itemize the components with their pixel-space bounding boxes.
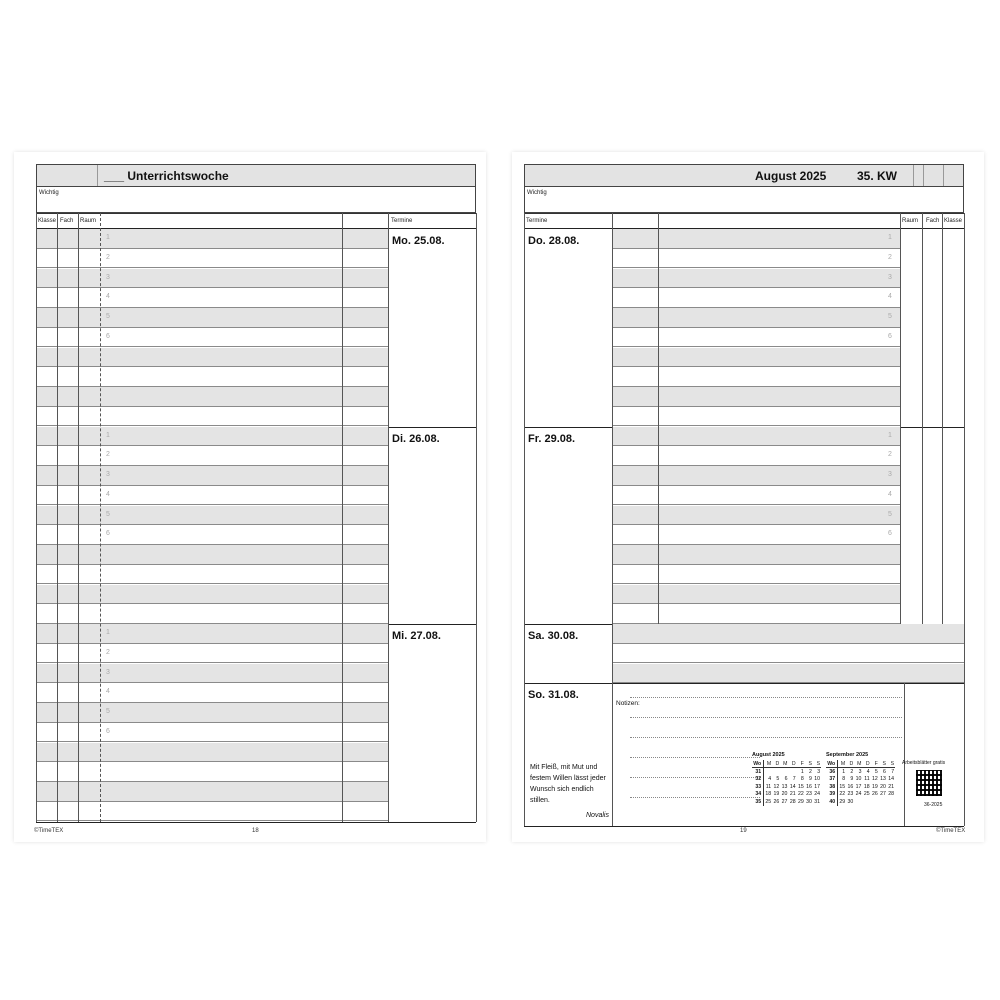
lesson-number: 4 bbox=[888, 293, 892, 301]
lesson-number: 4 bbox=[888, 490, 892, 498]
calendar-day bbox=[854, 798, 862, 806]
lesson-row[interactable] bbox=[612, 486, 900, 506]
lesson-row[interactable] bbox=[612, 229, 900, 249]
lesson-row[interactable] bbox=[612, 565, 900, 585]
calendar-day: 29 bbox=[797, 798, 804, 805]
grid-column-line bbox=[342, 213, 343, 822]
day-label: Sa. 30.08. bbox=[528, 630, 579, 642]
day-label: Mi. 27.08. bbox=[392, 630, 441, 642]
calendar-day: 3 bbox=[817, 768, 821, 775]
week-number-cell: 40 bbox=[826, 798, 838, 806]
calendar-day: 5 bbox=[874, 768, 878, 775]
grid-column-line bbox=[900, 427, 901, 625]
lesson-row[interactable] bbox=[36, 743, 388, 763]
mini-calendar-september bbox=[826, 752, 895, 806]
calendar-day: 13 bbox=[880, 775, 886, 782]
grid-column-line bbox=[78, 213, 79, 822]
weekday-header: M bbox=[764, 760, 773, 768]
lesson-number: 5 bbox=[106, 510, 110, 518]
lesson-number: 5 bbox=[106, 313, 110, 320]
calendar-day: 8 bbox=[842, 775, 846, 782]
lesson-number: 4 bbox=[106, 293, 110, 301]
header-divider bbox=[913, 165, 914, 186]
notes-line[interactable] bbox=[630, 797, 760, 798]
lesson-number: 2 bbox=[888, 451, 892, 459]
day-label: Mo. 25.08. bbox=[392, 235, 445, 247]
lesson-row[interactable] bbox=[612, 604, 900, 624]
lesson-number: 2 bbox=[106, 648, 110, 656]
lesson-row[interactable] bbox=[36, 328, 388, 348]
grid-outer-line bbox=[524, 213, 525, 826]
page-number: 18 bbox=[252, 828, 259, 834]
day-label: Di. 26.08. bbox=[392, 432, 440, 445]
weekday-header: F bbox=[797, 760, 805, 768]
grid-column-line bbox=[36, 213, 37, 822]
day-label: So. 31.08. bbox=[528, 689, 579, 702]
worksheet-label: Arbeitsblätter gratis bbox=[902, 760, 946, 766]
lesson-row[interactable] bbox=[36, 664, 388, 684]
calendar-day: 2 bbox=[850, 768, 854, 775]
calendar-day: 15 bbox=[797, 783, 804, 790]
qr-caption: 36-2025 bbox=[924, 802, 943, 808]
right-header-bar bbox=[524, 164, 964, 187]
grid-bottom-border bbox=[36, 822, 476, 823]
lesson-row[interactable] bbox=[612, 387, 900, 407]
grid-column-line bbox=[922, 427, 923, 625]
calendar-title: August 2025 bbox=[752, 752, 785, 758]
page-number: 19 bbox=[740, 828, 747, 834]
header-divider bbox=[923, 165, 924, 186]
week-number-cell: 31 bbox=[752, 768, 764, 776]
lesson-number: 4 bbox=[106, 688, 110, 696]
lesson-row[interactable] bbox=[612, 269, 900, 289]
calendar-day: 30 bbox=[847, 798, 854, 805]
calendar-day: 9 bbox=[809, 775, 812, 782]
lesson-row[interactable] bbox=[612, 427, 900, 447]
calendar-day: 22 bbox=[797, 791, 804, 798]
lesson-row[interactable] bbox=[36, 466, 388, 486]
calendar-day: 1 bbox=[800, 768, 804, 775]
right-planner-page bbox=[512, 152, 984, 842]
lesson-row[interactable] bbox=[612, 545, 900, 565]
quote-author: Novalis bbox=[586, 812, 609, 819]
week-number-cell: 39 bbox=[826, 790, 838, 798]
calendar-day: 5 bbox=[776, 775, 780, 782]
calendar-day: 2 bbox=[809, 768, 812, 775]
calendar-day bbox=[764, 768, 773, 776]
notes-line[interactable] bbox=[630, 757, 760, 758]
calendar-day bbox=[879, 798, 887, 806]
lesson-row[interactable] bbox=[612, 249, 900, 269]
weekday-header: S bbox=[805, 760, 813, 768]
calendar-day: 13 bbox=[781, 783, 788, 790]
lesson-row[interactable] bbox=[612, 664, 964, 684]
calendar-day: 14 bbox=[888, 775, 895, 782]
lesson-row[interactable] bbox=[36, 723, 388, 743]
week-number: 35. KW bbox=[857, 169, 898, 183]
copyright: ©TimeTEX bbox=[936, 828, 966, 834]
calendar-day: 15 bbox=[839, 783, 846, 790]
lesson-row[interactable] bbox=[36, 308, 388, 328]
weekday-header: F bbox=[871, 760, 879, 768]
calendar-day: 26 bbox=[773, 798, 780, 805]
calendar-day: 22 bbox=[839, 791, 846, 798]
header-divider bbox=[97, 165, 98, 186]
calendar-title: September 2025 bbox=[826, 752, 869, 758]
calendar-day: 24 bbox=[855, 791, 862, 798]
calendar-day: 23 bbox=[806, 791, 812, 798]
calendar-day: 19 bbox=[871, 783, 878, 790]
lesson-row[interactable] bbox=[36, 585, 388, 605]
header-column-line bbox=[942, 213, 943, 229]
calendar-day: 25 bbox=[765, 798, 772, 805]
copyright: ©TimeTEX bbox=[34, 828, 64, 834]
calendar-day bbox=[772, 768, 780, 776]
calendar-day: 18 bbox=[863, 783, 870, 790]
calendar-day: 6 bbox=[883, 768, 886, 775]
calendar-day: 21 bbox=[789, 791, 796, 798]
calendar-table bbox=[752, 760, 821, 806]
lesson-row[interactable] bbox=[36, 387, 388, 407]
weekday-header: S bbox=[879, 760, 887, 768]
calendar-day: 27 bbox=[781, 798, 788, 805]
grid-column-line bbox=[900, 229, 901, 427]
month-title: August 2025 bbox=[755, 169, 827, 183]
week-number-cell: 32 bbox=[752, 775, 764, 783]
calendar-day: 10 bbox=[855, 775, 862, 782]
lesson-number: 1 bbox=[106, 431, 110, 439]
lesson-row[interactable] bbox=[36, 802, 388, 822]
lesson-number: 2 bbox=[106, 253, 110, 261]
wichtig-field[interactable] bbox=[524, 187, 964, 213]
lesson-row[interactable] bbox=[612, 506, 900, 526]
lesson-number: 6 bbox=[106, 332, 110, 340]
calendar-day: 19 bbox=[773, 791, 780, 798]
quote-text: Mit Fleiß, mit Mut und festem Willen lässt jeder Wunsch sich endlich stillen. bbox=[530, 764, 606, 804]
page-title: ___ Unterrichtswoche bbox=[104, 169, 229, 183]
lesson-number: 3 bbox=[106, 273, 110, 281]
lesson-row[interactable] bbox=[36, 486, 388, 506]
grid-column-line bbox=[658, 229, 659, 427]
lesson-row[interactable] bbox=[612, 367, 900, 387]
lesson-number: 3 bbox=[888, 471, 892, 478]
calendar-day: 29 bbox=[839, 798, 846, 805]
column-termine: Termine bbox=[526, 218, 548, 224]
column-header-row bbox=[524, 213, 964, 229]
calendar-day: 16 bbox=[806, 783, 812, 790]
weekday-header: D bbox=[789, 760, 797, 768]
calendar-table bbox=[826, 760, 895, 806]
lesson-row[interactable] bbox=[36, 624, 388, 644]
qr-code-icon[interactable] bbox=[916, 770, 942, 796]
weekday-header: S bbox=[887, 760, 895, 768]
header-column-line bbox=[900, 213, 901, 229]
day-label: Fr. 29.08. bbox=[528, 432, 576, 445]
day-label: Do. 28.08. bbox=[528, 235, 580, 247]
column-raum: Raum bbox=[80, 218, 97, 224]
calendar-day: 21 bbox=[888, 783, 895, 790]
calendar-day: 11 bbox=[765, 783, 772, 790]
calendar-day: 17 bbox=[855, 783, 862, 790]
lesson-number: 5 bbox=[888, 313, 892, 320]
lesson-row[interactable] bbox=[612, 466, 900, 486]
lesson-row[interactable] bbox=[612, 288, 900, 308]
wichtig-label: Wichtig bbox=[527, 190, 547, 196]
week-number-cell: 34 bbox=[752, 790, 764, 798]
lesson-number: 6 bbox=[888, 332, 892, 340]
calendar-day: 7 bbox=[792, 775, 796, 782]
weekday-header: M bbox=[854, 760, 862, 768]
weekday-header: S bbox=[813, 760, 821, 768]
lesson-number: 3 bbox=[106, 471, 110, 478]
lesson-row[interactable] bbox=[612, 407, 900, 427]
notes-line[interactable] bbox=[630, 777, 760, 778]
lesson-number: 6 bbox=[888, 530, 892, 538]
notes-line[interactable] bbox=[630, 717, 902, 718]
lesson-row[interactable] bbox=[36, 565, 388, 585]
calendar-day bbox=[871, 798, 879, 806]
week-number-cell: 38 bbox=[826, 783, 838, 791]
header-column-line bbox=[658, 213, 659, 229]
lesson-row[interactable] bbox=[36, 545, 388, 565]
wichtig-field[interactable] bbox=[36, 187, 476, 213]
lesson-number: 5 bbox=[888, 510, 892, 518]
calendar-day: 25 bbox=[863, 791, 870, 798]
calendar-day: 23 bbox=[847, 791, 854, 798]
grid-column-line bbox=[942, 229, 943, 427]
lesson-number: 6 bbox=[106, 727, 110, 735]
weekday-header: Wo bbox=[826, 760, 838, 768]
notes-label: Notizen: bbox=[616, 700, 640, 707]
grid-column-line bbox=[942, 427, 943, 625]
week-number-cell: 35 bbox=[752, 798, 764, 806]
notes-line[interactable] bbox=[630, 737, 902, 738]
calendar-day: 26 bbox=[871, 791, 878, 798]
lesson-row[interactable] bbox=[36, 446, 388, 466]
calendar-day: 18 bbox=[765, 791, 772, 798]
grid-column-line bbox=[612, 229, 613, 683]
grid-column-line bbox=[476, 213, 477, 822]
column-klasse: Klasse bbox=[38, 218, 57, 224]
lesson-number: 3 bbox=[888, 273, 892, 281]
calendar-day bbox=[780, 768, 788, 776]
grid-column-line bbox=[612, 683, 613, 826]
weekday-header: D bbox=[846, 760, 854, 768]
calendar-day: 28 bbox=[888, 791, 895, 798]
calendar-day: 24 bbox=[814, 791, 821, 798]
grid-outer-line bbox=[964, 213, 965, 826]
grid-column-line bbox=[904, 683, 905, 826]
week-number-cell: 37 bbox=[826, 775, 838, 783]
calendar-day: 3 bbox=[858, 768, 862, 775]
calendar-day bbox=[789, 768, 797, 776]
week-number-cell: 36 bbox=[826, 768, 838, 776]
lesson-row[interactable] bbox=[36, 506, 388, 526]
calendar-day: 10 bbox=[814, 775, 821, 782]
weekday-header: D bbox=[863, 760, 871, 768]
calendar-day: 27 bbox=[880, 791, 886, 798]
calendar-day: 12 bbox=[773, 783, 780, 790]
lesson-number: 1 bbox=[106, 629, 110, 636]
calendar-day: 20 bbox=[880, 783, 886, 790]
wichtig-label: Wichtig bbox=[39, 190, 59, 196]
left-planner-page bbox=[14, 152, 486, 842]
calendar-day: 28 bbox=[789, 798, 796, 805]
header-column-line bbox=[922, 213, 923, 229]
notes-line[interactable] bbox=[630, 697, 902, 698]
grid-bottom-border bbox=[524, 826, 964, 827]
lesson-number: 2 bbox=[888, 253, 892, 261]
grid-column-line bbox=[388, 213, 389, 822]
header-column-line bbox=[612, 213, 613, 229]
calendar-day: 14 bbox=[789, 783, 796, 790]
grid-column-line bbox=[57, 213, 58, 822]
calendar-day: 12 bbox=[871, 775, 878, 782]
lesson-row[interactable] bbox=[36, 683, 388, 703]
grid-column-line bbox=[100, 213, 101, 822]
grid-column-line bbox=[658, 427, 659, 625]
calendar-day: 30 bbox=[806, 798, 812, 805]
lesson-row[interactable] bbox=[36, 288, 388, 308]
weekday-header: M bbox=[780, 760, 788, 768]
calendar-day: 1 bbox=[842, 768, 846, 775]
weekday-header: D bbox=[772, 760, 780, 768]
calendar-day: 17 bbox=[814, 783, 821, 790]
column-termine: Termine bbox=[391, 218, 413, 224]
calendar-day: 9 bbox=[850, 775, 854, 782]
column-raum: Raum bbox=[902, 218, 919, 224]
calendar-day: 16 bbox=[847, 783, 854, 790]
day-separator bbox=[524, 683, 964, 684]
lesson-row[interactable] bbox=[612, 308, 900, 328]
left-header-bar bbox=[36, 164, 476, 187]
calendar-day: 4 bbox=[768, 775, 772, 782]
weekday-header: M bbox=[838, 760, 847, 768]
lesson-number: 5 bbox=[106, 708, 110, 715]
lesson-number: 4 bbox=[106, 490, 110, 498]
lesson-row[interactable] bbox=[612, 446, 900, 466]
calendar-day: 31 bbox=[814, 798, 821, 805]
lesson-number: 3 bbox=[106, 668, 110, 676]
lesson-row[interactable] bbox=[36, 782, 388, 802]
lesson-row[interactable] bbox=[612, 644, 964, 664]
grid-column-line bbox=[922, 229, 923, 427]
calendar-day: 7 bbox=[891, 768, 895, 775]
lesson-row[interactable] bbox=[36, 644, 388, 664]
calendar-day: 8 bbox=[800, 775, 804, 782]
lesson-row[interactable] bbox=[36, 229, 388, 249]
lesson-row[interactable] bbox=[36, 525, 388, 545]
lesson-row[interactable] bbox=[36, 604, 388, 624]
lesson-row[interactable] bbox=[36, 249, 388, 269]
calendar-day: 11 bbox=[864, 775, 870, 782]
lesson-row[interactable] bbox=[36, 427, 388, 447]
column-header-row bbox=[36, 213, 476, 229]
calendar-day bbox=[887, 798, 895, 806]
column-fach: Fach bbox=[60, 218, 74, 224]
calendar-day: 20 bbox=[781, 791, 788, 798]
lesson-row[interactable] bbox=[36, 407, 388, 427]
lesson-row[interactable] bbox=[36, 269, 388, 289]
lesson-number: 1 bbox=[888, 234, 892, 241]
lesson-row[interactable] bbox=[36, 367, 388, 387]
week-number-cell: 33 bbox=[752, 783, 764, 791]
lesson-number: 1 bbox=[888, 431, 892, 439]
calendar-day: 6 bbox=[784, 775, 788, 782]
mini-calendar-august bbox=[752, 752, 821, 806]
lesson-row[interactable] bbox=[612, 348, 900, 368]
column-fach: Fach bbox=[926, 218, 940, 224]
lesson-row[interactable] bbox=[36, 348, 388, 368]
calendar-day bbox=[863, 798, 871, 806]
lesson-row[interactable] bbox=[612, 328, 900, 348]
column-klasse: Klasse bbox=[944, 218, 963, 224]
header-divider bbox=[943, 165, 944, 186]
lesson-row[interactable] bbox=[612, 525, 900, 545]
calendar-day: 4 bbox=[866, 768, 870, 775]
lesson-row[interactable] bbox=[36, 703, 388, 723]
lesson-number: 2 bbox=[106, 451, 110, 459]
lesson-number: 1 bbox=[106, 234, 110, 241]
lesson-number: 6 bbox=[106, 530, 110, 538]
lesson-row[interactable] bbox=[612, 624, 964, 644]
lesson-row[interactable] bbox=[36, 762, 388, 782]
weekday-header: Wo bbox=[752, 760, 764, 768]
lesson-row[interactable] bbox=[612, 585, 900, 605]
